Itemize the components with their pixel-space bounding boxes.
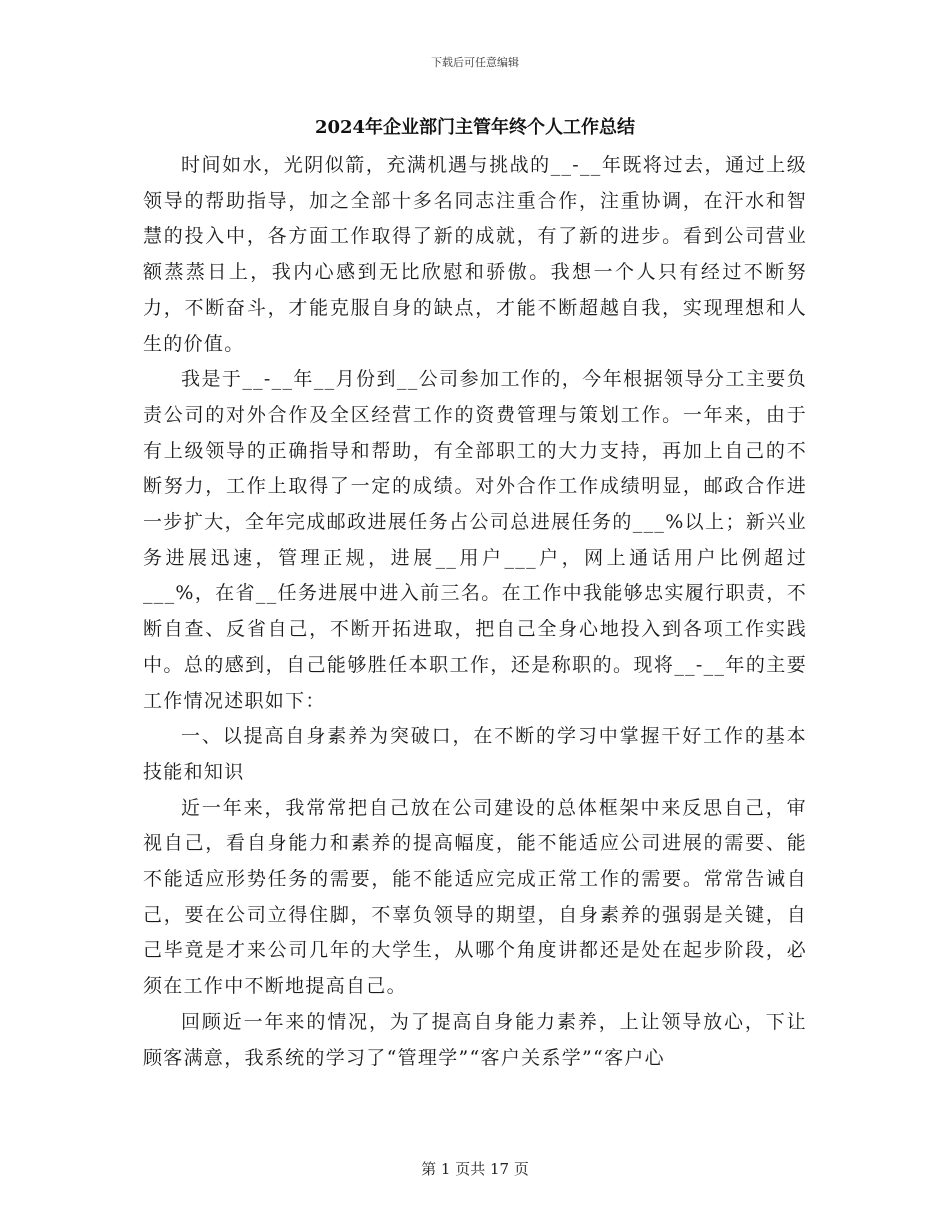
document-title: 2024年企业部门主管年终个人工作总结 xyxy=(314,117,636,138)
paragraph-duties: 我是于__-__年__月份到__公司参加工作的，今年根据领导分工主要负责公司的对外合作及全区经营工作的资费管理与策划工作。一年来，由于有上级领导的正确指导和帮助，有全部职工的大力支持，再加上自己的不断努力，工作上取得了一定的成绩。对外合作工作成绩明显，邮政合作进一步扩大，全年完成邮政进展任务占公司总进展任务的___%以上；新兴业务进展迅速，管理正规，进展__用户___户，网上通话用户比例超过___%，在省__任务进展中进入前三名。在工作中我能够忠实履行职责，不断自查、反省自己，不断开拓进取，把自己全身心地投入到各项工作实践中。总的感到，自己能够胜任本职工作，还是称职的。现将__-__年的主要工作情况述职如下： xyxy=(143,368,807,712)
paragraph-self-reflection: 近一年来，我常常把自己放在公司建设的总体框架中来反思自己，审视自己，看自身能力和素养的提高幅度，能不能适应公司进展的需要、能不能适应形势任务的需要，能不能适应完成正常工作的需要。常常告诫自己，要在公司立得住脚，不辜负领导的期望，自身素养的强弱是关键，自己毕竟是才来公司几年的大学生，从哪个角度讲都还是处在起步阶段，必须在工作中不断地提高自己。 xyxy=(143,796,807,998)
document-body xyxy=(143,148,807,1076)
header-note: 下载后可任意编辑 xyxy=(431,56,519,69)
page-footer: 第 1 页共 17 页 xyxy=(421,1160,529,1178)
paragraph-learning: 回顾近一年来的情况，为了提高自身能力素养，上让领导放心，下让顾客满意，我系统的学习了“管理学”“客户关系学”“客户心 xyxy=(143,1010,807,1069)
section-heading-1: 一、以提高自身素养为突破口，在不断的学习中掌握干好工作的基本技能和知识 xyxy=(143,725,807,783)
paragraph-intro: 时间如水，光阴似箭，充满机遇与挑战的__-__年既将过去，通过上级领导的帮助指导，加之全部十多名同志注重合作，注重协调，在汗水和智慧的投入中，各方面工作取得了新的成就，有了新的进步。看到公司营业额蒸蒸日上，我内心感到无比欣慰和骄傲。我想一个人只有经过不断努力，不断奋斗，才能克服自身的缺点，才能不断超越自我，实现理想和人生的价值。 xyxy=(143,154,807,355)
